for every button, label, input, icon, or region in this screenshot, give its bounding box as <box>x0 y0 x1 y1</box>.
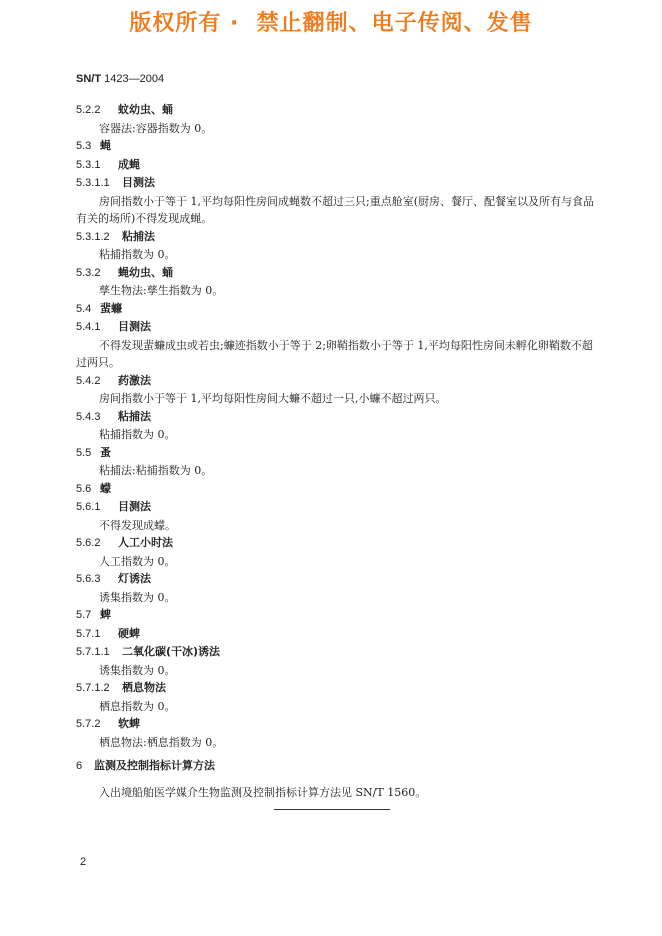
end-rule <box>274 809 390 810</box>
clause-title: 栖息物法 <box>122 681 166 694</box>
clause-number: 6 <box>76 760 83 772</box>
clause-title: 二氧化碳(干冰)诱法 <box>122 645 221 658</box>
clause-text: 孳生物法:孳生指数为 0。 <box>99 284 224 297</box>
clause-title: 目测法 <box>118 500 151 513</box>
clause-heading <box>76 715 596 734</box>
standard-number: 1423—2004 <box>104 73 165 85</box>
clause-number: 5.4.1 <box>76 321 101 333</box>
clause-title: 监测及控制指标计算方法 <box>94 759 215 772</box>
clause-title: 人工小时法 <box>118 536 173 549</box>
clause-heading <box>76 156 596 175</box>
clause-number: 5.7.2 <box>76 718 101 730</box>
clause-number: 5.4 <box>76 302 92 315</box>
clause-text: 容器法:容器指数为 0。 <box>99 121 213 135</box>
clause-heading <box>76 264 596 283</box>
clause-heading <box>76 300 596 319</box>
clause-text: 诱集指数为 0。 <box>99 663 176 677</box>
copyright-watermark: 版权所有 · 禁止翻制、电子传阅、发售 <box>129 11 533 36</box>
clause-number: 5.7.1.2 <box>76 682 110 694</box>
clause-title: 粘捕法 <box>118 409 151 423</box>
clause-number: 5.5 <box>76 446 92 459</box>
clause-title: 蚊幼虫、蛹 <box>118 103 173 116</box>
clause-number: 5.6.2 <box>76 537 101 549</box>
clause-heading <box>76 679 596 698</box>
clause-number: 5.7.1.1 <box>76 646 110 658</box>
clause-paragraph: 房间指数小于等于 1,平均每阳性房间成蝇数不超过三只;重点舱室(厨房、餐厅、配餐室以及所有与食品有关的场所)不得发现成蝇。 <box>76 194 594 225</box>
clause-number: 5.3 <box>76 140 92 152</box>
clause-heading <box>76 228 596 247</box>
clause-number: 5.4.3 <box>76 410 101 423</box>
clause-heading <box>76 174 596 193</box>
clause-number: 5.2.2 <box>76 104 101 116</box>
clause-title: 蝇幼虫、蛹 <box>118 265 173 279</box>
clause-heading <box>76 137 596 156</box>
clause-number: 5.6.1 <box>76 501 101 513</box>
clause-heading <box>76 498 596 517</box>
clause-number: 5.7.1 <box>76 627 101 640</box>
clause-number: 5.6.3 <box>76 573 101 585</box>
clause-heading <box>76 318 596 337</box>
clause-heading <box>76 643 596 662</box>
clause-text: 粘捕指数为 0。 <box>99 428 176 441</box>
clause-number: 5.7 <box>76 609 92 621</box>
clause-text: 粘捕法:粘捕指数为 0。 <box>99 464 213 477</box>
clause-text: 诱集指数为 0。 <box>99 590 176 604</box>
clause-heading <box>76 444 596 463</box>
clause-text: 粘捕指数为 0。 <box>99 248 176 261</box>
document-body <box>76 101 596 801</box>
clause-text: 房间指数小于等于 1,平均每阳性房间大蠊不超过一只,小蠊不超过两只。 <box>99 392 447 405</box>
clause-title: 蜚蠊 <box>100 301 122 315</box>
clause-title: 软蜱 <box>118 717 140 730</box>
clause-heading <box>76 101 596 120</box>
page-number: 2 <box>80 856 87 868</box>
clause-heading <box>76 570 596 589</box>
clause-text: 不得发现成蠓。 <box>99 518 176 532</box>
clause-heading <box>76 606 596 625</box>
clause-heading <box>76 625 596 644</box>
clause-text: 栖息指数为 0。 <box>99 699 176 713</box>
clause-text: 栖息物法:栖息指数为 0。 <box>99 735 224 749</box>
clause-heading <box>76 408 596 427</box>
clause-title: 成蝇 <box>118 157 140 171</box>
standard-prefix: SN/T <box>76 73 102 85</box>
clause-title: 粘捕法 <box>122 229 155 243</box>
clause-paragraph: 入出境船舶医学媒介生物监测及控制指标计算方法见 SN/T 1560。 <box>99 785 427 799</box>
clause-title: 蜱 <box>100 608 111 621</box>
clause-number: 5.3.1.2 <box>76 230 110 243</box>
clause-text: 人工指数为 0。 <box>99 554 176 568</box>
clause-number: 5.3.1.1 <box>76 177 110 189</box>
clause-title: 硬蜱 <box>118 626 140 640</box>
clause-title: 目测法 <box>122 176 155 189</box>
clause-title: 目测法 <box>118 320 151 333</box>
clause-title: 灯诱法 <box>118 572 151 585</box>
clause-number: 5.6 <box>76 482 92 495</box>
clause-number: 5.3.1 <box>76 158 101 171</box>
section-heading <box>76 757 596 776</box>
clause-title: 蠓 <box>100 481 111 495</box>
clause-title: 蝇 <box>100 139 111 152</box>
standard-header <box>76 73 164 85</box>
clause-paragraph: 不得发现蜚蠊成虫或若虫;蠊迹指数小于等于 2;卵鞘指数小于等于 1,平均每阳性房间未孵化卵鞘数不超过两只。 <box>76 338 593 369</box>
clause-heading <box>76 480 596 499</box>
clause-number: 5.4.2 <box>76 374 101 387</box>
clause-title: 蚤 <box>100 445 111 459</box>
clause-heading <box>76 372 596 391</box>
clause-number: 5.3.2 <box>76 266 101 279</box>
clause-heading <box>76 534 596 553</box>
clause-title: 药激法 <box>118 373 151 387</box>
